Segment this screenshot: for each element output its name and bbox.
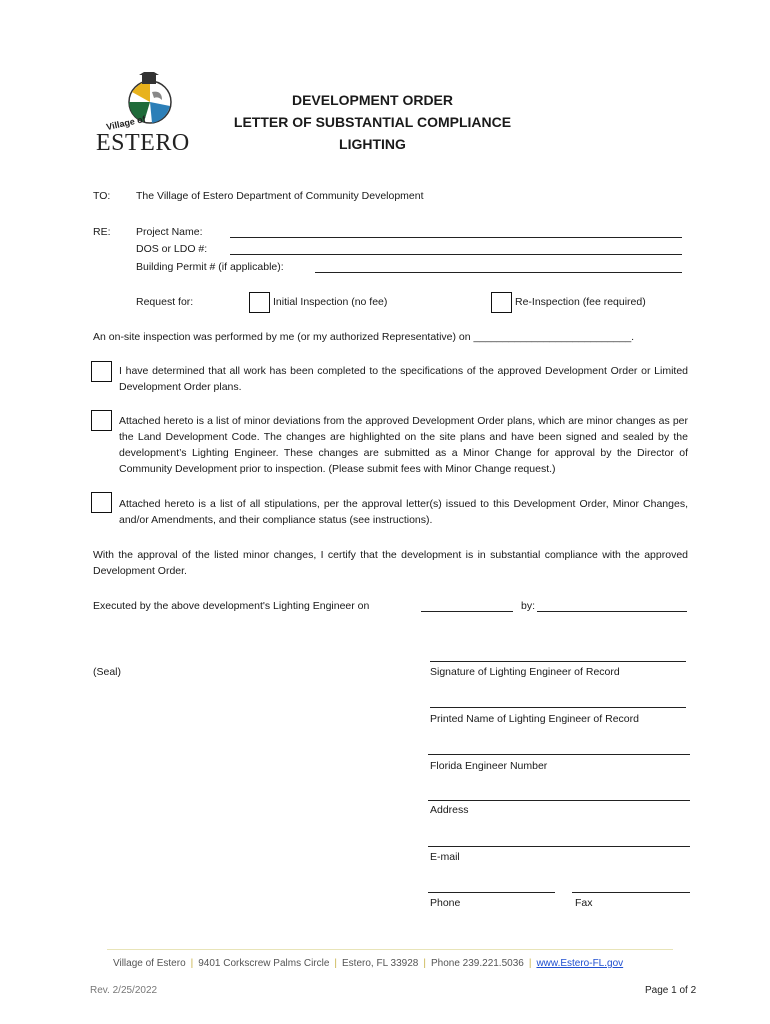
footer-city: Estero, FL 33928 xyxy=(342,958,419,969)
village-logo xyxy=(92,72,202,162)
footer-separator: | xyxy=(423,958,426,969)
footer-address: 9401 Corkscrew Palms Circle xyxy=(198,958,330,969)
initial-inspection-label: Initial Inspection (no fee) xyxy=(273,296,388,308)
email-field[interactable] xyxy=(428,846,690,847)
signature-label: Signature of Lighting Engineer of Record xyxy=(430,666,620,678)
title-line-1: DEVELOPMENT ORDER xyxy=(291,92,453,108)
title-line-3: LIGHTING xyxy=(339,136,406,152)
signature-field[interactable] xyxy=(430,661,686,662)
title-line-2: LETTER OF SUBSTANTIAL COMPLIANCE xyxy=(233,114,512,130)
reinspection-label: Re-Inspection (fee required) xyxy=(515,296,646,308)
address-field[interactable] xyxy=(428,800,690,801)
building-permit-field[interactable] xyxy=(315,272,682,273)
printed-name-field[interactable] xyxy=(430,707,686,708)
executed-by-label: by: xyxy=(521,600,536,612)
email-label: E-mail xyxy=(430,851,460,863)
executed-date-field[interactable] xyxy=(421,611,513,612)
reinspection-checkbox[interactable] xyxy=(491,292,512,313)
statement-2-checkbox[interactable] xyxy=(91,410,112,431)
address-label: Address xyxy=(430,804,469,816)
statement-3-checkbox[interactable] xyxy=(91,492,112,513)
footer-org: Village of Estero xyxy=(113,958,186,969)
footer-separator: | xyxy=(334,958,338,969)
license-label: Florida Engineer Number xyxy=(430,760,548,772)
footer-divider xyxy=(107,949,673,950)
initial-inspection-checkbox[interactable] xyxy=(249,292,270,313)
to-value: The Village of Estero Department of Community Development xyxy=(136,190,424,202)
footer xyxy=(113,958,623,969)
logo-small-text: Village of xyxy=(105,113,147,133)
statement-1-checkbox[interactable] xyxy=(91,361,112,382)
to-label: TO: xyxy=(93,190,111,202)
seal-label: (Seal) xyxy=(93,666,122,678)
dos-ldo-label: DOS or LDO #: xyxy=(136,243,208,255)
fax-label: Fax xyxy=(575,897,593,909)
statement-3-text: Attached hereto is a list of all stipulations, per the approval letter(s) issued to this Development Order, Minor Changes, and/or Amendments, and their compliance status (see instructions). xyxy=(119,498,688,526)
footer-separator: | xyxy=(528,958,532,969)
re-label: RE: xyxy=(93,226,111,238)
project-name-field[interactable] xyxy=(230,237,682,238)
footer-phone: Phone 239.221.5036 xyxy=(430,958,524,969)
license-field[interactable] xyxy=(428,754,690,755)
executed-by-field[interactable] xyxy=(537,611,687,612)
printed-name-label: Printed Name of Lighting Engineer of Record xyxy=(430,713,639,725)
phone-field[interactable] xyxy=(428,892,555,893)
page-title xyxy=(220,89,525,155)
executed-text: Executed by the above development's Lighting Engineer on xyxy=(93,600,370,612)
building-permit-label: Building Permit # (if applicable): xyxy=(136,261,284,273)
phone-label: Phone xyxy=(430,897,461,909)
footer-website-link[interactable]: www.Estero-FL.gov xyxy=(536,958,624,969)
dos-ldo-field[interactable] xyxy=(230,254,682,255)
revision-date: Rev. 2/25/2022 xyxy=(90,985,158,996)
certification-text: With the approval of the listed minor changes, I certify that the development is in substantial compliance with the approved Development Order. xyxy=(93,549,688,577)
statement-1-text: I have determined that all work has been completed to the specifications of the approved Development Order or Limited Development Order plans. xyxy=(119,365,688,393)
fax-field[interactable] xyxy=(572,892,690,893)
request-label: Request for: xyxy=(136,296,194,308)
logo-big-text: ESTERO xyxy=(96,130,190,156)
statement-2-text: Attached hereto is a list of minor deviations from the approved Development Order plans, which are minor changes as per the Land Development Code. The changes are highlighted on the site plans and have been signed and sealed by the development’s Lighting Engineer. These changes are submitted as a Minor Change for approval by the Director of Community Development prior to inspection. (Please submit fees with Minor Change request.) xyxy=(119,415,688,475)
project-name-label: Project Name: xyxy=(136,226,203,238)
footer-separator: | xyxy=(190,958,194,969)
page-number: Page 1 of 2 xyxy=(645,985,697,996)
inspection-statement: An on-site inspection was performed by me (or my authorized Representative) on ___________________________. xyxy=(93,331,635,343)
